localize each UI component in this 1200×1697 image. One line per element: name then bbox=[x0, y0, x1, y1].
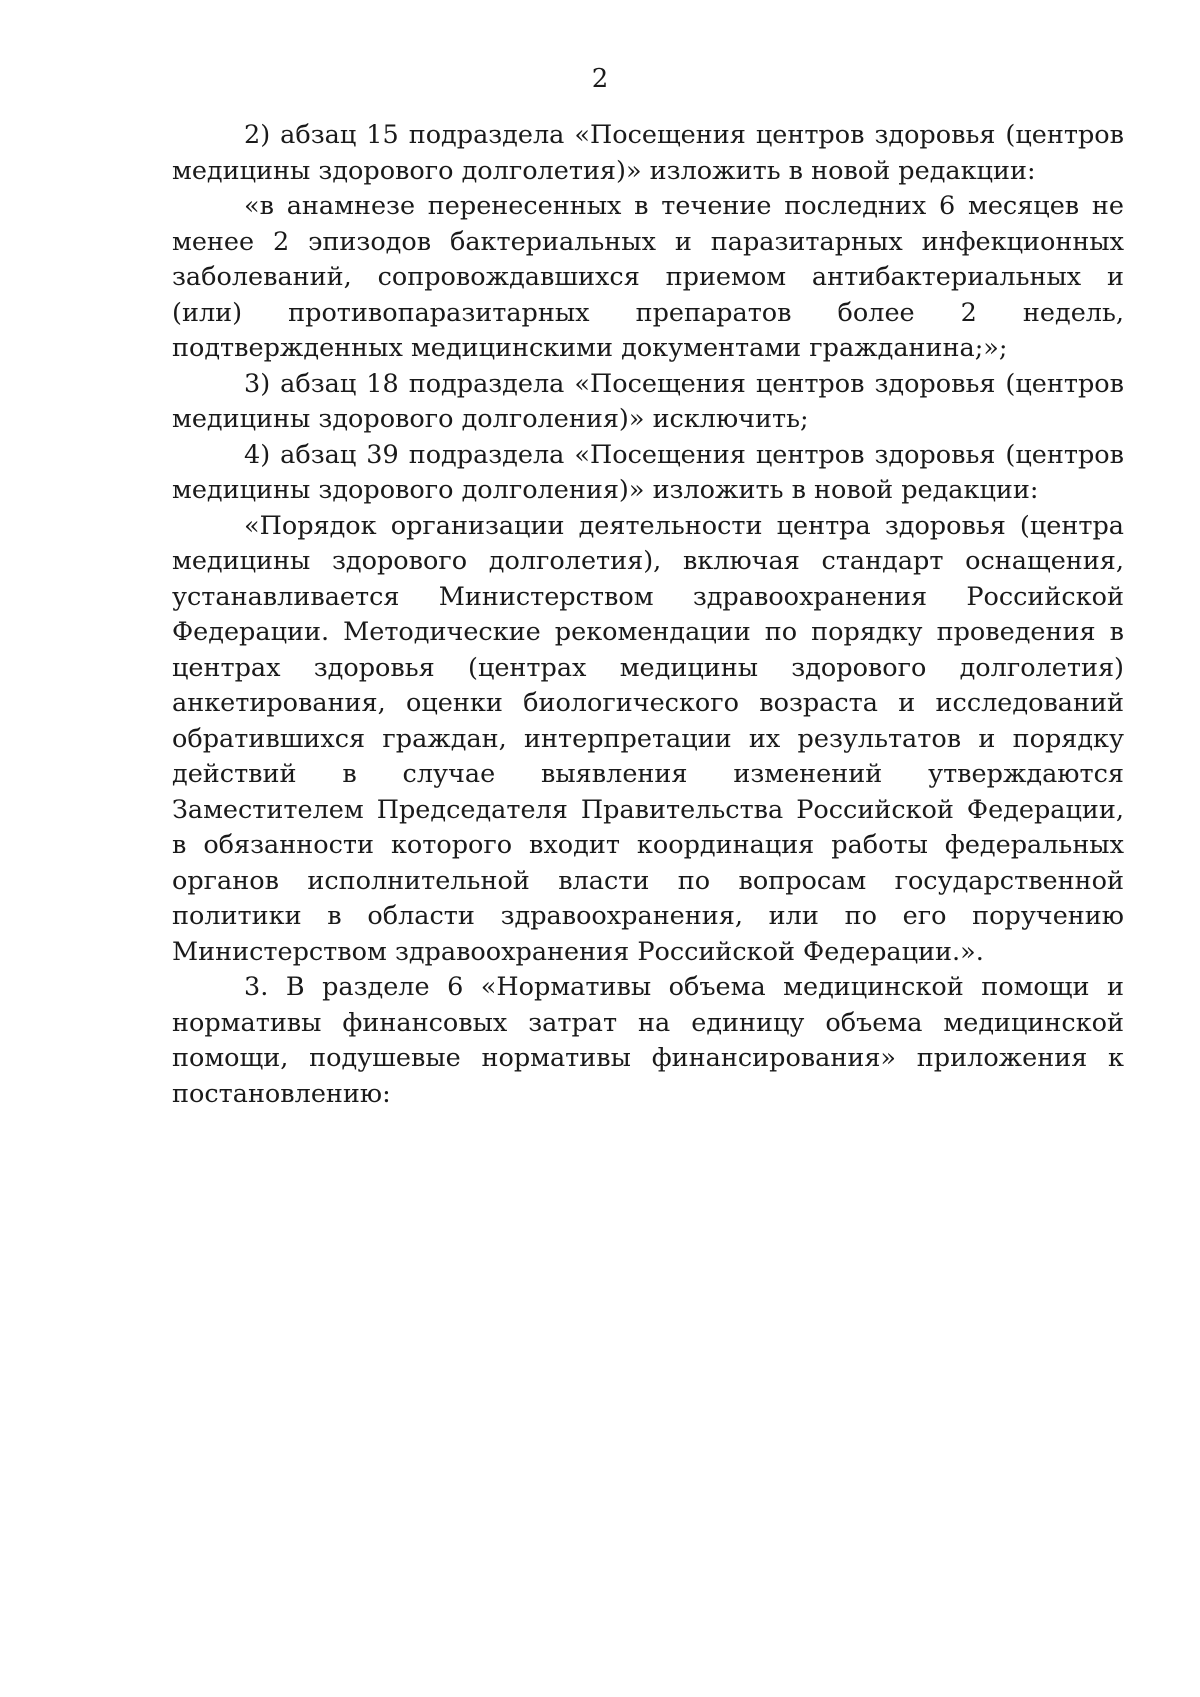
paragraph-item-2: 2) абзац 15 подраздела «Посещения центров здоровья (центров медицины здорового долголетия)» изложить в новой редакции: bbox=[172, 120, 1124, 186]
document-body bbox=[172, 118, 1124, 1112]
paragraph-section-3: 3. В разделе 6 «Нормативы объема медицинской помощи и нормативы финансовых затрат на единицу объема медицинской помощи, подушевые нормативы финансирования» приложения к постановлению: bbox=[172, 972, 1124, 1109]
quoted-amendment-anamnesis: «в анамнезе перенесенных в течение последних 6 месяцев не менее 2 эпизодов бактериальных и паразитарных инфекционных заболеваний, сопровождавшихся приемом антибактериальных и (или) противопаразитарных препаратов более 2 недель, подтвержденных медицинскими документами гражданина;»; bbox=[172, 191, 1124, 363]
paragraph-item-4: 4) абзац 39 подраздела «Посещения центров здоровья (центров медицины здорового долголения)» изложить в новой редакции: bbox=[172, 439, 1124, 505]
page-number: 2 bbox=[591, 64, 609, 94]
paragraph-item-3: 3) абзац 18 подраздела «Посещения центров здоровья (центров медицины здорового долголения)» исключить; bbox=[172, 368, 1124, 434]
quoted-amendment-procedure: «Порядок организации деятельности центра здоровья (центра медицины здорового долголетия), включая стандарт оснащения, устанавливается Министерством здравоохранения Российской Федерации. Методические рекомендации по порядку проведения в центрах здоровья (центрах медицины здорового долголетия) анкетирования, оценки биологического возраста и исследований обратившихся граждан, интерпретации их результатов и порядку действий в случае выявления изменений утверждаются Заместителем Председателя Правительства Российской Федерации, в обязанности которого входит координация работы федеральных органов исполнительной власти по вопросам государственной политики в области здравоохранения, или по его поручению Министерством здравоохранения Российской Федерации.». bbox=[172, 510, 1124, 967]
